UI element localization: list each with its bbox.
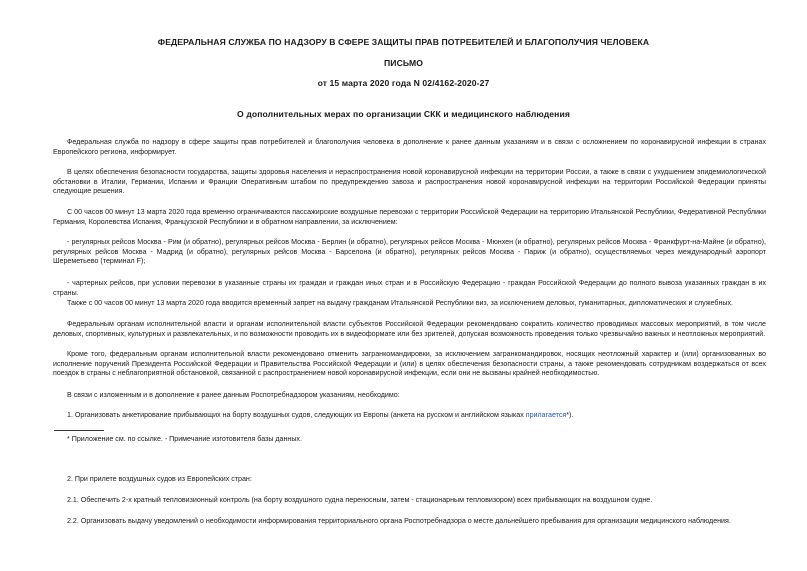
list-item-thermal-control: 2.1. Обеспечить 2-х кратный тепловизионный контроль (на борту воздушного судна переносным, затем - стационарным тепловизором) всех прибывающих на воздушном судне. <box>67 496 653 504</box>
paragraph-security: В целях обеспечения безопасности государства, защиты здоровья населения и нераспространения новой коронавирусной инфекции на территории России, а также в связи с ухудшением эпидемиологической обстановки в Италии, Германии, Испании и Франции Оперативным штабом по предупреждению завоза и распространения новой коронавирусной инфекции на территории Российской Федерации приняты следующие решения. <box>53 168 766 196</box>
paragraph-intro: Федеральная служба по надзору в сфере защиты прав потребителей и благополучия человека в дополнение к ранее данным указаниям и в связи с осложнением по коронавирусной инфекции в странах Европейского региона, информирует. <box>53 138 766 156</box>
list-item-arrivals: 2. При прилете воздушных судов из Европейских стран: <box>67 475 252 483</box>
paragraph-charter-flights: - чартерных рейсов, при условии перевозки в указанные страны их граждан и граждан иных стран и в Российскую Федерацию - граждан Российской Федерации до полного вывоза указанных граждан в их страны. <box>53 279 766 297</box>
list-item-questionnaire <box>67 411 573 421</box>
paragraph-flight-restrictions: С 00 часов 00 минут 13 марта 2020 года временно ограничиваются пассажирские воздушные перевозки с территории Российской Федерации на территорию Итальянской Республики, Федеративной Республики Германия, Королевства Испания, Французской Республики и в обратном направлении, за исключением: <box>53 208 766 226</box>
document-type: ПИСЬМО <box>384 58 423 68</box>
list-item-questionnaire-tail: *). <box>566 411 574 419</box>
agency-heading: ФЕДЕРАЛЬНАЯ СЛУЖБА ПО НАДЗОРУ В СФЕРЕ ЗАЩИТЫ ПРАВ ПОТРЕБИТЕЛЕЙ И БЛАГОПОЛУЧИЯ ЧЕЛОВЕКА <box>157 37 650 47</box>
document-date-number: от 15 марта 2020 года N 02/4162-2020-27 <box>317 78 490 88</box>
footnote-text: * Приложение см. по ссылке. - Примечание изготовителя базы данных. <box>67 435 302 443</box>
paragraph-visa-ban: Также с 00 часов 00 минут 13 марта 2020 года вводится временный запрет на выдачу гражданам Итальянской Республики виз, за исключением деловых, гуманитарных, дипломатических и служебных. <box>67 299 734 307</box>
paragraph-mass-events: Федеральным органам исполнительной власти и органам исполнительной власти субъектов Российской Федерации рекомендовано сократить количество проводимых массовых мероприятий, в том числе деловых, спортивных, культурных и развлекательных, и по возможности проводить их в видеоформате или без зрителей, допуская возможность проведения только чрезвычайно важных и неотложных мероприятий. <box>53 320 766 338</box>
attachment-link[interactable]: прилагается <box>525 411 567 419</box>
footnote-divider <box>54 430 104 431</box>
list-item-notifications: 2.2. Организовать выдачу уведомлений о необходимости информирования территориального органа Роспотребнадзора о месте дальнейшего пребывания для организации медицинского наблюдения. <box>67 517 731 525</box>
list-item-questionnaire-text: 1. Организовать анкетирование прибывающих на борту воздушных судов, следующих из Европы (анкета на русском и английском языках <box>67 411 526 419</box>
document-subject: О дополнительных мерах по организации СКК и медицинского наблюдения <box>237 109 570 119</box>
paragraph-business-trips: Кроме того, федеральным органам исполнительной власти рекомендовано отменить загранкомандировки, за исключением загранкомандировок, носящих неотложный характер и (или) организованных во исполнение поручений Президента Российской Федерации и Правительства Российской Федерации и (или) в целях обеспечения безопасности страны, а также рекомендовать сотрудникам воздержаться от всех поездок в страны с неблагоприятной обстановкой, связанной с распространением новой коронавирусной инфекции, если они не вызваны крайней необходимостью. <box>53 350 766 378</box>
paragraph-necessary-measures: В связи с изложенным и в дополнение к ранее данным Роспотребнадзором указаниям, необходимо: <box>67 391 400 399</box>
paragraph-regular-flights: - регулярных рейсов Москва - Рим (и обратно), регулярных рейсов Москва - Берлин (и обратно), регулярных рейсов Москва - Мюнхен (и обратно), регулярных рейсов Москва - Франкфурт-на-Майне (и обратно), регулярных рейсов Москва - Мадрид (и обратно), регулярных рейсов Москва - Барселона (и обратно), регулярных рейсов Москва - Париж (и обратно), осуществляемых через международный аэропорт Шереметьево (терминал F); <box>53 238 766 266</box>
